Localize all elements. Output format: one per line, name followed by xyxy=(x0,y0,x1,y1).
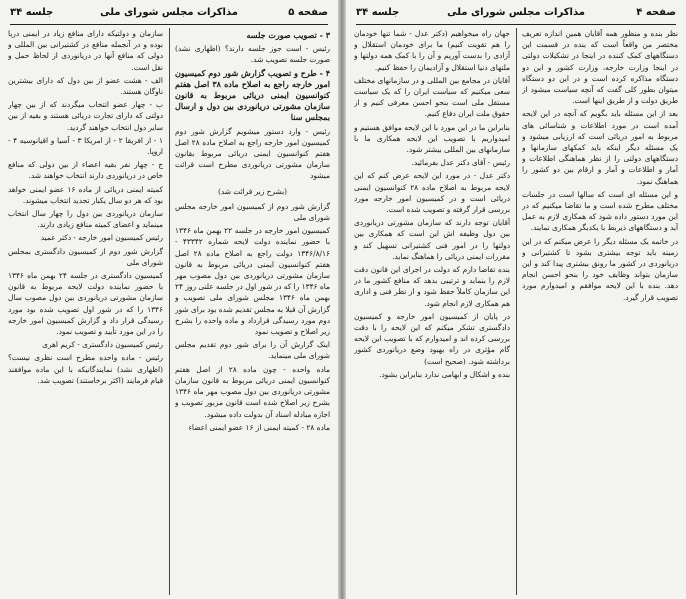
paragraph: کمیسیون دادگستری در جلسه ۲۴ بهمن ماه ۱۳۴۶ با حضور نماینده دولت لایحه مربوط به قانون سازمان مشورتی دریانوردی بین دول مصوب سال ۱۳۴۶ را که در شور اول تصویب شده بود مورد رسیدگی قرار داد و گزارش کمیسیون امور خارجه را در این مورد تأیید و تصویب نمود. xyxy=(8,271,163,337)
paragraph: کمیته ایمنی دریائی از ماده ۱۶ عضو ایمنی خواهد بود که هر دو سال یکبار تجدید انتخاب میشوند. xyxy=(8,184,163,205)
text-columns xyxy=(8,28,330,595)
running-title: مذاکرات مجلس شورای ملی xyxy=(100,7,238,18)
paragraph: ب - چهار عضو انتخاب میگردند که از بین چهار دولتی که دارای تجارت دریائی هستند و بقیه از بین سایر دول انتخاب خواهند گردید. xyxy=(8,100,163,132)
paragraph: رئیس کمیسیون امور خارجه - دکتر عمید xyxy=(40,233,163,243)
page-left xyxy=(0,0,338,599)
column-right xyxy=(522,28,678,595)
paragraph: جهان راه میخواهیم (دکتر عدل - شما تنها خودمان را هم تقویت کنیم) ما برای خودمان استقلال و آزادی را بدست آوریم و آن را با کمک همه دولتها و ملتهای دنیا استقلال و آزادیمان را حفظ کنیم. xyxy=(354,29,510,72)
paragraph: رئیس - وارد دستور میشویم گزارش شور دوم کمیسیون امور خارجه راجع به اصلاح ماده ۲۸ اصل هفتم کنوانسیون ایمنی دریائی مربوط بقانون سازمان مشورتی دریانوردی مطرح است قرائت میشود xyxy=(175,126,330,181)
paragraph: رئیس - ماده واحده مطرح است نظری نیست؟ (اظهاری نشد) نمایندگانیکه با این ماده موافقند قیام فرمایند (اکثر برخاستند) تصویب شد. xyxy=(8,353,163,385)
paragraph: سازمان و دولتیکه دارای منافع زیاد در ایمنی دریا بوده و در آنجمله منافع در کشتیرانی بین المللی و دولی که منافع آنها در دریانوردی از لحاظ حمل و نقل است. xyxy=(8,29,163,72)
paragraph: نظر بنده و منظور همه آقایان همین اندازه تعریف مختصر من واقعاً است که بنده در قسمت این دستگاههای کمک کننده در اینجا در تشکیلات دولتی در اینجا وزارت خارجه، وزارت کشور و این دو دستگاه مذاکره کرده است و در این دو دستگاه میتوان بطور کلی گفت که آنچه سیاست میشود از طریق دولت و از طریق اینها است. xyxy=(522,29,678,106)
paragraph: آقایان توجه دارند که سازمان مشورتی دریانوردی بین دول وظیفه اش این است که همکاری بین دولتها را در امور فنی کشتیرانی تسهیل کند و مقررات ایمنی دریائی را هماهنگ نماید. xyxy=(354,218,510,261)
section-heading: ۴ - طرح و تصویب گزارش شور دوم کمیسیون امور خارجه راجع به اصلاح ماده ۳۸ اصل هفتم کنوانسیون ایمنی دریائی مربوط به قانون سازمان مشورتی دریانوردی بین دول و ارسال بمجلس سنا xyxy=(175,67,330,123)
paragraph: رئیس - آقای دکتر عدل بفرمائید. xyxy=(411,158,510,168)
column-divider xyxy=(169,28,170,595)
paragraph: گزارش شور دوم از کمیسیون دادگستری بمجلس شورای ملی xyxy=(8,246,163,267)
page-number: صفحه ۴ xyxy=(636,7,676,18)
column-right xyxy=(175,28,330,595)
paragraph: کمیسیون امور خارجه در جلسه ۲۲ بهمن ماه ۱۳۴۶ با حضور نماینده دولت لایحه شماره ۴۳۳۴۲ - ۱۳۴۶/۸/۱۶ دولت راجع به اصلاح ماده ۲۸ اصل هفتم کنوانسیون ایمنی دریائی مربوط به قانون سازمان مشورتی دریانوردی بین دول مصوب مهر ماه ۱۳۴۶ را که در شور اول در جلسه علنی روز ۲۴ بهمن ماه ۱۳۴۶ مجلس شورای ملی تصویب و گزارش آن قبلا به مجلس تقدیم شده بود برای شور دوم مورد رسیدگی قرارداد و ماده واحده را بشرح زیر اصلاح و تصویب نمود xyxy=(175,226,330,337)
paragraph: بنده و اشکال و ابهامی ندارد بنابراین بشود. xyxy=(379,369,510,379)
paragraph: رئیس کمیسیون دادگستری - کریم اهری xyxy=(42,340,163,350)
text-columns xyxy=(354,28,678,595)
paragraph: آقایان در مجامع بین المللی و در سازمانهای مختلف سعی میکنیم که سیاست ایران را که یک سیاست مستقل ملی است بنحو احسن معرفی کنیم و از حقوق ملت ایران دفاع کنیم. xyxy=(354,75,510,119)
paragraph: بعد از این مسئله باید بگویم که آنچه در این لایحه آمده است در مورد اطلاعات و شناسائی های مربوط به امور دریائی است که ارزیابی میشود و یک مسئله دیگر اینکه باید کمکهای سازمانها و دستگاههای دولتی را از نظر هماهنگی اطلاعات و آمار و اطلاعات و آمار و ارقام بین دو کشور را هماهنگ نمود. xyxy=(522,109,678,186)
paragraph: دکتر عدل - در مورد این لایحه عرض کنم که این لایحه مربوط به اصلاح ماده ۲۸ کنوانسیون ایمنی دریائی است و در کمیسیون امور خارجه مورد بررسی قرار گرفته و تصویب شده است. xyxy=(354,171,510,215)
column-left xyxy=(8,28,163,595)
paragraph: گزارش شور دوم از کمیسیون امور خارجه مجلس شورای ملی xyxy=(175,201,330,223)
paragraph: بنده تقاضا دارم که دولت در اجرای این قانون دقت لازم را بنماید و ترتیبی بدهد که منافع کشور ما در این سازمان کاملاً حفظ شود و از نظر فنی و اداری هم همکاری لازم انجام شود. xyxy=(354,265,510,308)
paragraph: و این مسئله ای است که سالها است در جلسات مختلف مطرح شده است و ما تقاضا میکنیم که در این مورد دستور داده شود که همکاری لازم به عمل آید و دستگاههای ذیربط با یکدیگر همکاری نمایند. xyxy=(522,189,678,233)
section-heading: ۳ - تصویب صورت جلسه xyxy=(246,30,330,40)
paragraph: رئیس - است جوز جلسه دارند؟ (اظهاری نشد) صورت جلسه تصویب شد. xyxy=(175,44,330,65)
page-header xyxy=(10,6,328,25)
paragraph: ج - چهار نفر بقیه اعضاء از بین دولی که منافع خاص در دریانوردی دارند انتخاب خواهند شد. xyxy=(8,160,163,181)
column-divider xyxy=(516,28,517,595)
page-right xyxy=(346,0,686,599)
session-label: جلسه ۳۴ xyxy=(356,7,400,18)
paragraph: سازمان دریانوردی بین دول را چهار سال انتخاب مینماید و اعضای کمیته منافع زیادی دارند. xyxy=(8,209,163,230)
paragraph: در پایان از کمیسیون امور خارجه و کمیسیون دادگستری تشکر میکنم که این لایحه را با دقت بررسی کرده اند و امیدوارم که با تصویب این لایحه گام مؤثری در راه بهبود وضع دریانوردی کشور برداشته شود. (صحیح است) xyxy=(354,311,510,366)
paragraph: (بشرح زیر قرائت شد) xyxy=(217,186,288,196)
page-header xyxy=(356,6,676,25)
session-label: جلسه ۳۴ xyxy=(10,7,54,18)
column-left xyxy=(354,28,510,595)
paragraph: اینک گزارش آن را برای شور دوم تقدیم مجلس شورای ملی مینماید. xyxy=(175,340,330,361)
paragraph: الف - هشت عضو از بین دول که دارای بیشترین ناوگان هستند. xyxy=(8,75,163,97)
running-title: مذاکرات مجلس شورای ملی xyxy=(447,7,585,18)
paragraph: ماده ۲۸ - کمیته ایمنی از ۱۶ عضو ایمنی اعضاء xyxy=(188,422,330,432)
page-number: صفحه ۵ xyxy=(288,7,328,18)
paragraph: ماده واحده - چون ماده ۲۸ از اصل هفتم کنوانسیون ایمنی دریائی مربوط به قانون سازمان مشورتی دریانوردی بین دول مصوب مهر ماه ۱۳۴۶ بشرح زیر اصلاح شده است قانون مزبور تصویب و اجازه مبادله اسناد آن بدولت داده میشود. xyxy=(175,364,330,419)
book-gutter xyxy=(338,0,346,599)
paragraph: در خاتمه یک مسئله دیگر را عرض میکنم که در این زمینه باید توجه بیشتری بشود تا کشتیرانی و دریانوردی در کشور ما رونق بیشتری پیدا کند و این سازمان بتواند وظایف خود را بنحو احسن انجام دهد. بنده با این لایحه موافقم و امیدوارم مورد تصویب قرار گیرد. xyxy=(522,236,678,302)
paragraph: بنابراین ما در این مورد با این لایحه موافق هستیم و امیدواریم با تصویب این لایحه همکاری ما با سازمانهای بین المللی بیشتر شود. xyxy=(354,122,510,155)
paragraph: ۱ - از افریقا ۲ - از امریکا ۳ - آسیا و اقیانوسیه ۴ - اروپا. xyxy=(8,135,163,157)
